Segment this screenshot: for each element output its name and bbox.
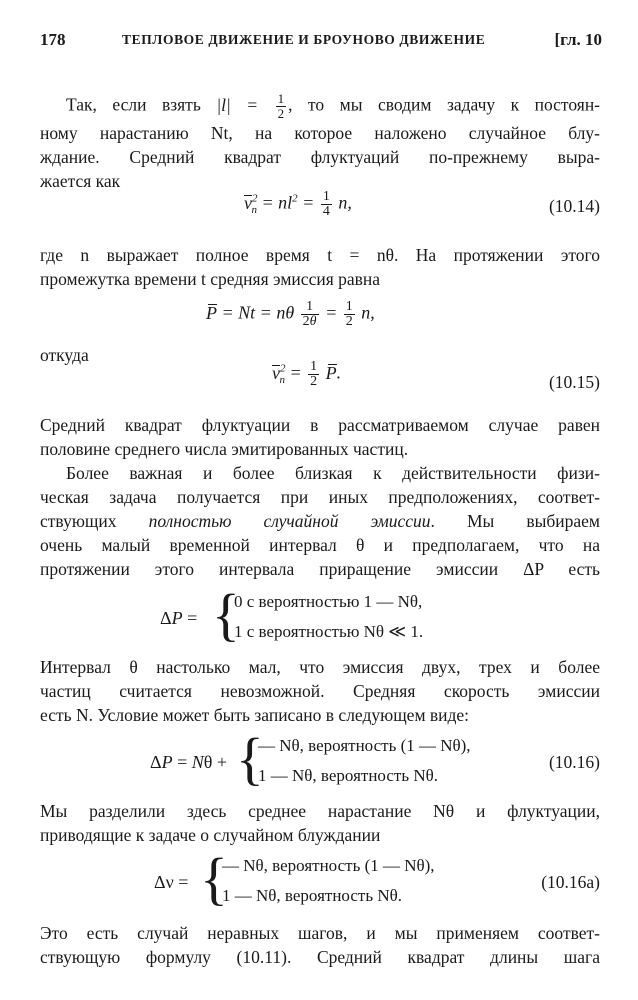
- case-line: — Nθ, вероятность (1 — Nθ),: [222, 856, 435, 875]
- equation-10-15: $\nu^2_n$ = $\frac{1}{2}$ P.: [272, 359, 342, 389]
- text-line: промежутка времени t средняя эмиссия равна: [40, 269, 381, 289]
- text-line: протяжении этого интервала приращение эмиссии ΔP есть: [40, 559, 600, 579]
- case-line: — Nθ, вероятность (1 — Nθ),: [258, 736, 471, 755]
- text-line: Более важная и более близкая к действительности физи-: [66, 463, 600, 483]
- case-line: 0 с вероятностью 1 — Nθ,: [234, 592, 423, 611]
- inline-formula: |l| = $\frac{1}{2}$: [216, 91, 285, 121]
- equation-number: (10.14): [548, 196, 600, 216]
- text-fragment: . Мы выбираем: [430, 511, 601, 531]
- equation-delta-p: ΔP = { 0 с вероятностью 1 — Nθ, 1 с вероятностью Nθ ≪ 1.: [160, 582, 424, 647]
- text-fragment: Так, если взять: [66, 94, 201, 115]
- emphasized-text: полностью случайной эмиссии: [148, 511, 431, 531]
- case-line: 1 — Nθ, вероятность Nθ.: [258, 766, 438, 785]
- case-line: 1 с вероятностью Nθ ≪ 1.: [234, 622, 424, 641]
- running-head: ТЕПЛОВОЕ ДВИЖЕНИЕ И БРОУНОВО ДВИЖЕНИЕ: [122, 32, 486, 47]
- text-line: где n выражает полное время t = nθ. На протяжении этого: [40, 245, 600, 265]
- text-line: Это есть случай неравных шагов, и мы применяем соответ-: [40, 923, 600, 943]
- case-line: 1 — Nθ, вероятность Nθ.: [222, 886, 402, 905]
- chapter-marker: [гл. 10: [554, 30, 602, 49]
- equation-10-16: ΔP = Nθ + { — Nθ, вероятность (1 — Nθ), 1 — Nθ, вероятность Nθ.: [150, 726, 471, 791]
- equation-number: (10.16): [548, 752, 600, 772]
- text-line: [40, 510, 600, 532]
- text-line: [66, 91, 601, 121]
- text-line: частиц считается невозможной. Средняя скорость эмиссии: [40, 681, 600, 701]
- text-line: откуда: [40, 345, 89, 365]
- page-number: 178: [40, 30, 66, 49]
- text-line: приводящие к задаче о случайном блуждании: [40, 825, 381, 845]
- text-line: ческая задача получается при иных предположениях, соответ-: [40, 487, 600, 507]
- text-fragment: , то мы сводим задачу к постоян-: [288, 94, 601, 115]
- text-line: жается как: [40, 171, 121, 191]
- text-fragment: ствующих: [40, 511, 117, 531]
- text-line: ному нарастанию Nt, на которое наложено случайное блу-: [40, 123, 600, 143]
- text-line: есть N. Условие может быть записано в следующем виде:: [40, 705, 470, 725]
- text-line: Средний квадрат флуктуации в рассматриваемом случае равен: [40, 415, 600, 435]
- text-line: половине среднего числа эмитированных частиц.: [40, 439, 409, 459]
- equation-mean-emission: P = Nt = nθ $\frac{1}{2\theta}$ = $\frac{1}{2}$ n,: [206, 299, 375, 329]
- equation-10-14: $\nu^2_n = nl^2$ = $\frac{1}{4}$ n,: [244, 189, 352, 219]
- text-line: ждание. Средний квадрат флуктуаций по-прежнему выра-: [40, 147, 600, 167]
- equation-number: (10.15): [548, 372, 600, 392]
- text-line: очень малый временной интервал θ и предполагаем, что на: [40, 535, 600, 555]
- equation-number: (10.16а): [541, 872, 600, 892]
- text-line: Интервал θ настолько мал, что эмиссия двух, трех и более: [40, 657, 600, 677]
- equation-10-16a: Δν = { — Nθ, вероятность (1 — Nθ), 1 — Nθ, вероятность Nθ.: [154, 846, 435, 911]
- text-line: ствующую формулу (10.11). Средний квадрат длины шага: [40, 947, 600, 967]
- page-header: [40, 30, 602, 56]
- text-line: Мы разделили здесь среднее нарастание Nθ и флуктуации,: [40, 801, 600, 821]
